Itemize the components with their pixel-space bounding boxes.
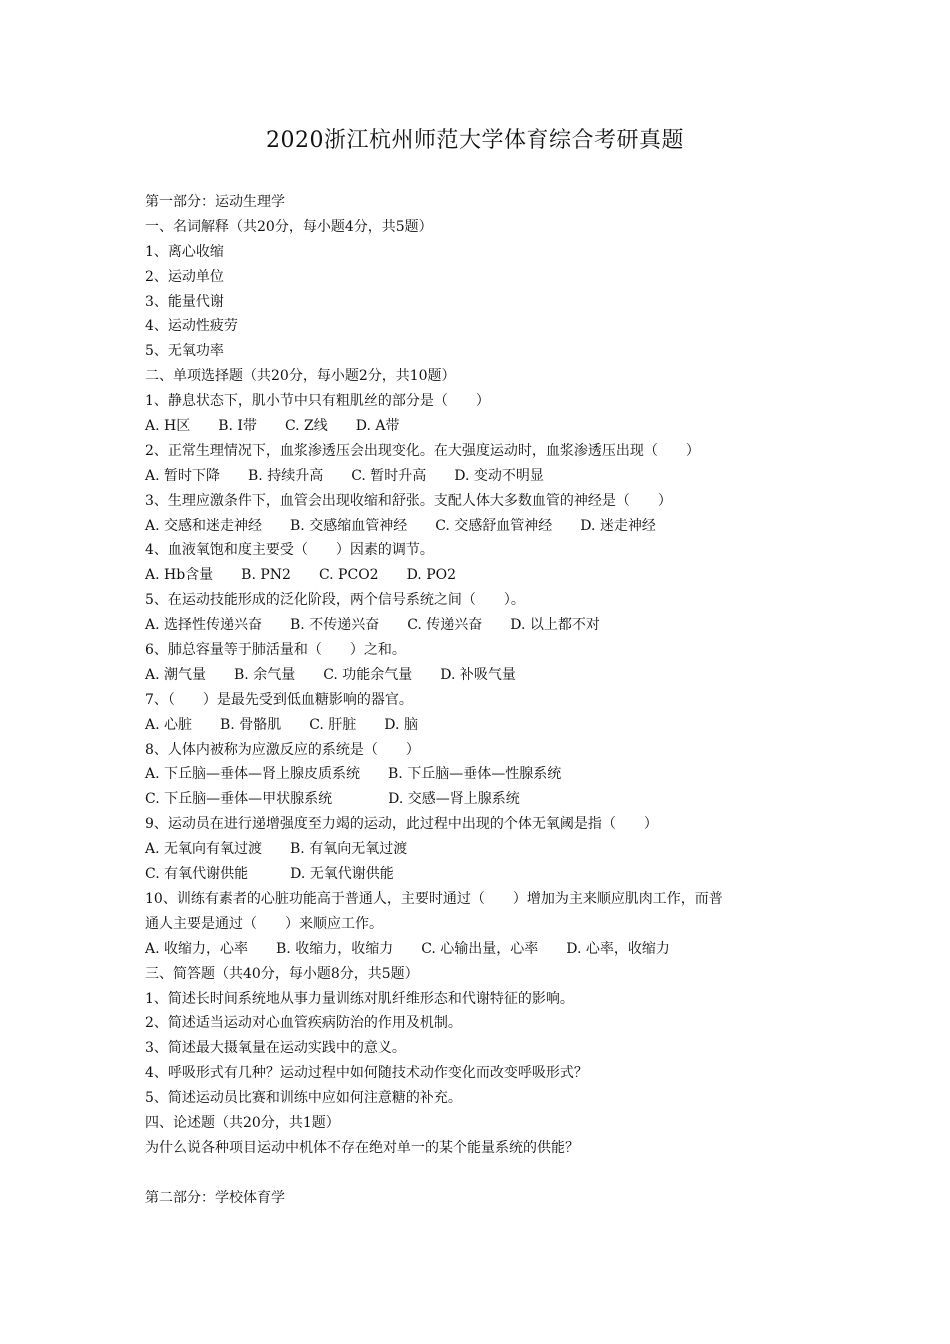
- question-line: 4、血液氧饱和度主要受（ ）因素的调节。: [145, 542, 434, 559]
- section-heading: 二、单项选择题（共20分，每小题2分，共10题）: [145, 368, 456, 385]
- options-line: A. H区 B. I带 C. Z线 D. A带: [145, 418, 400, 435]
- part-heading: 第二部分：学校体育学: [145, 1189, 285, 1206]
- section-heading: 三、简答题（共40分，每小题8分，共5题）: [145, 965, 419, 982]
- options-line: A. 无氧向有氧过渡 B. 有氧向无氧过渡: [145, 841, 408, 858]
- question-line: 2、简述适当运动对心血管疾病防治的作用及机制。: [145, 1015, 462, 1032]
- question-line: 9、运动员在进行递增强度至力竭的运动，此过程中出现的个体无氧阈是指（ ）: [145, 816, 658, 833]
- document-body: [145, 190, 813, 1211]
- question-line: 10、训练有素者的心脏功能高于普通人，主要时通过（ ）增加为主来顺应肌肉工作，而普: [145, 890, 723, 907]
- question-line: 5、简述运动员比赛和训练中应如何注意糖的补充。: [145, 1090, 462, 1107]
- paragraph-gap: [145, 1161, 813, 1186]
- options-line: C. 下丘脑—垂体—甲状腺系统 D. 交感—肾上腺系统: [145, 791, 520, 808]
- question-line: 通人主要是通过（ ）来顺应工作。: [145, 915, 383, 932]
- question-line: 1、离心收缩: [145, 243, 224, 260]
- question-line: 2、正常生理情况下，血浆渗透压会出现变化。在大强度运动时，血浆渗透压出现（ ）: [145, 442, 700, 459]
- question-line: 3、生理应激条件下，血管会出现收缩和舒张。支配人体大多数血管的神经是（ ）: [145, 492, 672, 509]
- section-heading: 一、名词解释（共20分，每小题4分，共5题）: [145, 218, 433, 235]
- question-line: 3、简述最大摄氧量在运动实践中的意义。: [145, 1040, 406, 1057]
- options-line: A. 下丘脑—垂体—肾上腺皮质系统 B. 下丘脑—垂体—性腺系统: [145, 766, 562, 783]
- question-line: 3、能量代谢: [145, 293, 224, 310]
- document-title: 2020浙江杭州师范大学体育综合考研真题: [266, 128, 684, 153]
- question-line: 5、无氧功率: [145, 343, 224, 360]
- options-line: A. 收缩力，心率 B. 收缩力，收缩力 C. 心输出量，心率 D. 心率，收缩力: [145, 940, 670, 957]
- question-line: 8、人体内被称为应激反应的系统是（ ）: [145, 741, 420, 758]
- options-line: A. 潮气量 B. 余气量 C. 功能余气量 D. 补吸气量: [145, 666, 516, 683]
- question-line: 5、在运动技能形成的泛化阶段，两个信号系统之间（ ）。: [145, 592, 525, 609]
- question-line: 4、呼吸形式有几种？运动过程中如何随技术动作变化而改变呼吸形式？: [145, 1065, 588, 1082]
- question-line: 1、静息状态下，肌小节中只有粗肌丝的部分是（ ）: [145, 393, 490, 410]
- question-line: 2、运动单位: [145, 268, 224, 285]
- question-line: 为什么说各种项目运动中机体不存在绝对单一的某个能量系统的供能？: [145, 1139, 579, 1156]
- question-line: 4、运动性疲劳: [145, 318, 238, 335]
- options-line: C. 有氧代谢供能 D. 无氧代谢供能: [145, 866, 394, 883]
- options-line: A. 暂时下降 B. 持续升高 C. 暂时升高 D. 变动不明显: [145, 467, 544, 484]
- options-line: A. 交感和迷走神经 B. 交感缩血管神经 C. 交感舒血管神经 D. 迷走神经: [145, 517, 656, 534]
- question-line: 7、（ ）是最先受到低血糖影响的器官。: [145, 691, 413, 708]
- section-heading: 四、论述题（共20分，共1题）: [145, 1114, 340, 1131]
- question-line: 6、肺总容量等于肺活量和（ ）之和。: [145, 642, 406, 659]
- part-heading: 第一部分：运动生理学: [145, 194, 285, 210]
- question-line: 1、简述长时间系统地从事力量训练对肌纤维形态和代谢特征的影响。: [145, 990, 574, 1007]
- options-line: A. Hb含量 B. PN2 C. PCO2 D. PO2: [145, 567, 457, 584]
- options-line: A. 心脏 B. 骨骼肌 C. 肝脏 D. 脑: [145, 716, 418, 733]
- options-line: A. 选择性传递兴奋 B. 不传递兴奋 C. 传递兴奋 D. 以上都不对: [145, 617, 600, 634]
